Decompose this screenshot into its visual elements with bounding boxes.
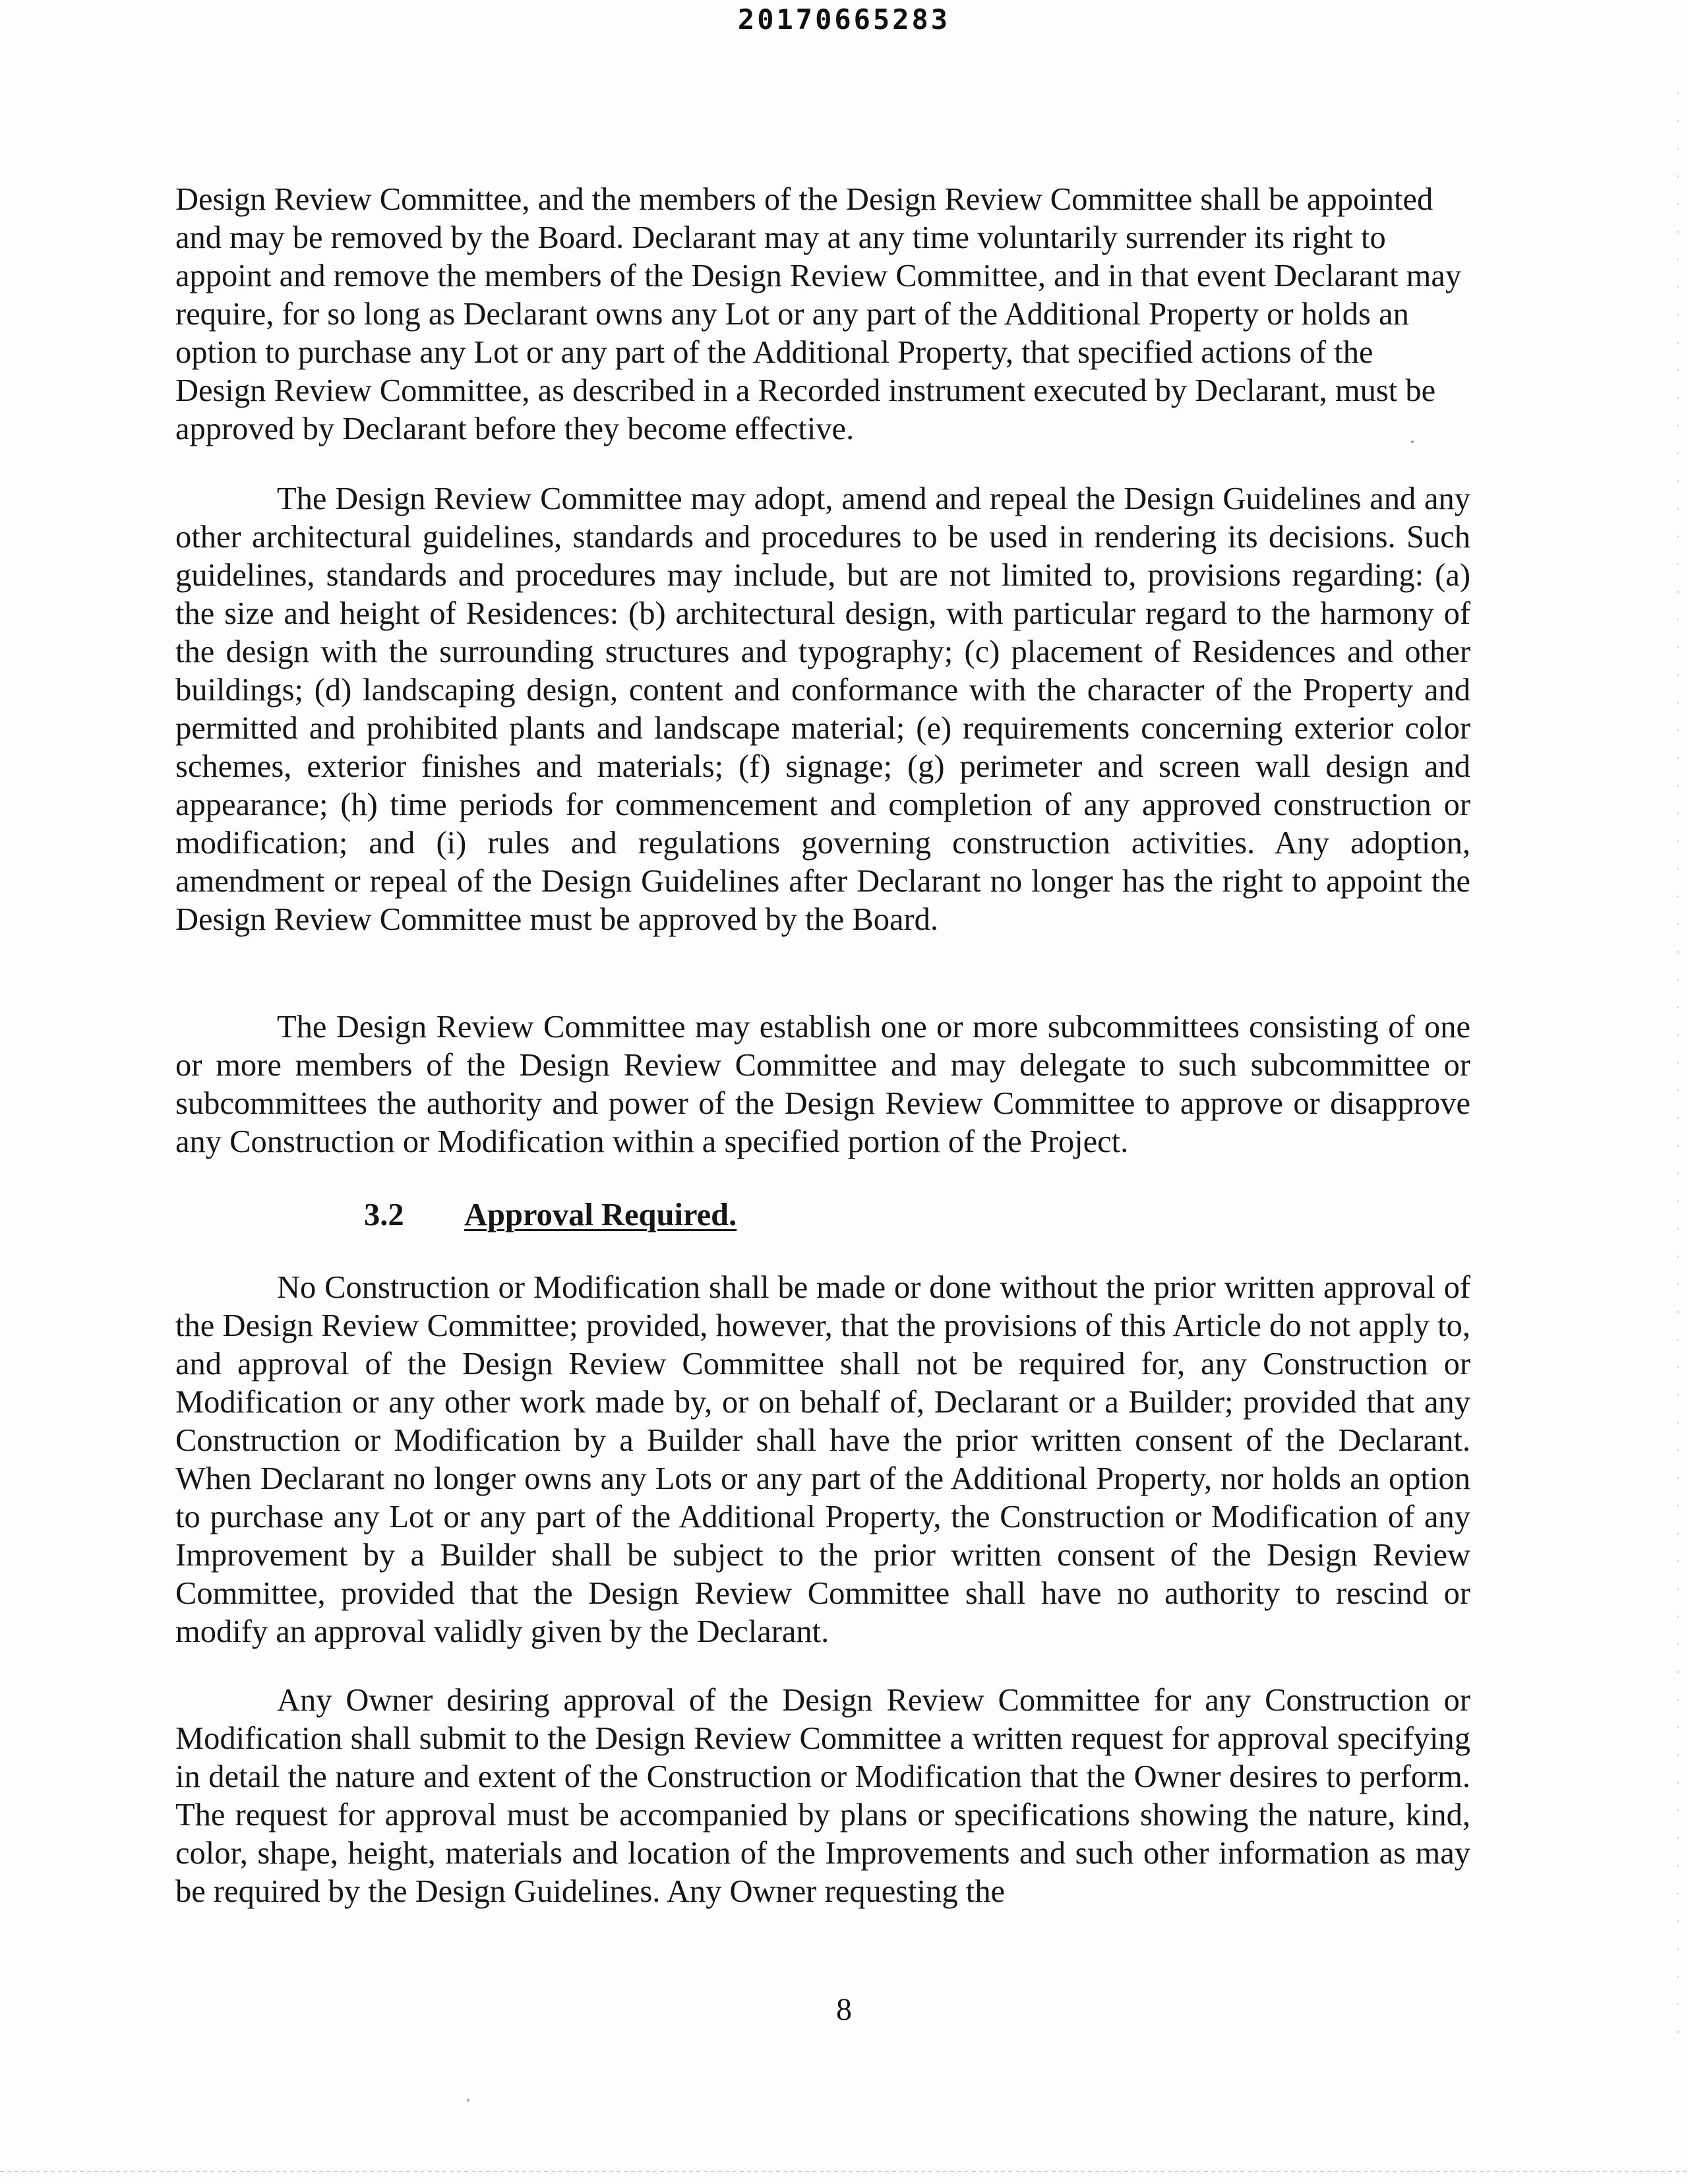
scan-edge-artifact	[0, 2171, 1688, 2172]
paragraph-drc-appointment	[175, 181, 1470, 448]
paragraph-approval-required	[175, 1269, 1470, 1651]
section-number: 3.2	[364, 1198, 404, 1232]
scan-edge-artifact	[1677, 92, 1679, 2038]
paragraph-text: Any Owner desiring approval of the Design Review Committee for any Construction or Modification shall submit to the Design Review Committee a written request for approval specifying in detail the nature and extent of the Construction or Modification that the Owner desires to perform. The request for approval must be accompanied by plans or specifications showing the nature, kind, color, shape, height, materials and location of the Improvements and such other information as may be required by the Design Guidelines. Any Owner requesting the	[175, 1683, 1470, 1909]
section-title: Approval Required.	[464, 1198, 737, 1232]
paragraph-text: The Design Review Committee may adopt, amend and repeal the Design Guidelines and any other architectural guidelines, standards and procedures to be used in rendering its decisions. Such guidelines, standards and procedures may include, but are not limited to, provisions regarding: (a) the size and height of Residences: (b) architectural design, with particular regard to the harmony of the design with the surrounding structures and typography; (c) placement of Residences and other buildings; (d) landscaping design, content and conformance with the character of the Property and permitted and prohibited plants and landscape material; (e) requirements concerning exterior color schemes, exterior finishes and materials; (f) signage; (g) perimeter and screen wall design and appearance; (h) time periods for commencement and completion of any approved construction or modification; and (i) rules and regulations governing construction activities. Any adoption, amendment or repeal of the Design Guidelines after Declarant no longer has the right to appoint the Design Review Committee must be approved by the Board.	[175, 481, 1470, 937]
paragraph-text: The Design Review Committee may establish one or more subcommittees consisting of one or more members of the Design Review Committee and may delegate to such subcommittee or subcommittees the authority and power of the Design Review Committee to approve or disapprove any Construction or Modification within a specified portion of the Project.	[175, 1010, 1470, 1159]
scan-speck	[1411, 440, 1414, 443]
paragraph-text: No Construction or Modification shall be made or done without the prior written approval of the Design Review Committee; provided, however, that the provisions of this Article do not apply to, and approval of the Design Review Committee shall not be required for, any Construction or Modification or any other work made by, or on behalf of, Declarant or a Builder; provided that any Construction or Modification by a Builder shall have the prior written consent of the Declarant. When Declarant no longer owns any Lots or any part of the Additional Property, nor holds an option to purchase any Lot or any part of the Additional Property, the Construction or Modification of any Improvement by a Builder shall be subject to the prior written consent of the Design Review Committee, provided that the Design Review Committee shall have no authority to rescind or modify an approval validly given by the Declarant.	[175, 1270, 1470, 1649]
paragraph-text: Design Review Committee, and the members of the Design Review Committee shall be appointed and may be removed by the Board. Declarant may at any time voluntarily surrender its right to appoint and remove the members of the Design Review Committee, and in that event Declarant may require, for so long as Declarant owns any Lot or any part of the Additional Property or holds an option to purchase any Lot or any part of the Additional Property, that specified actions of the Design Review Committee, as described in a Recorded instrument executed by Declarant, must be approved by Declarant before they become effective.	[175, 182, 1462, 446]
paragraph-subcommittees	[175, 1008, 1470, 1161]
page-number: 8	[836, 1992, 852, 2027]
section-heading	[364, 1196, 737, 1234]
document-number: 20170665283	[737, 3, 951, 36]
paragraph-design-guidelines	[175, 480, 1470, 939]
scan-speck	[467, 2099, 469, 2102]
paragraph-owner-request	[175, 1682, 1470, 1911]
